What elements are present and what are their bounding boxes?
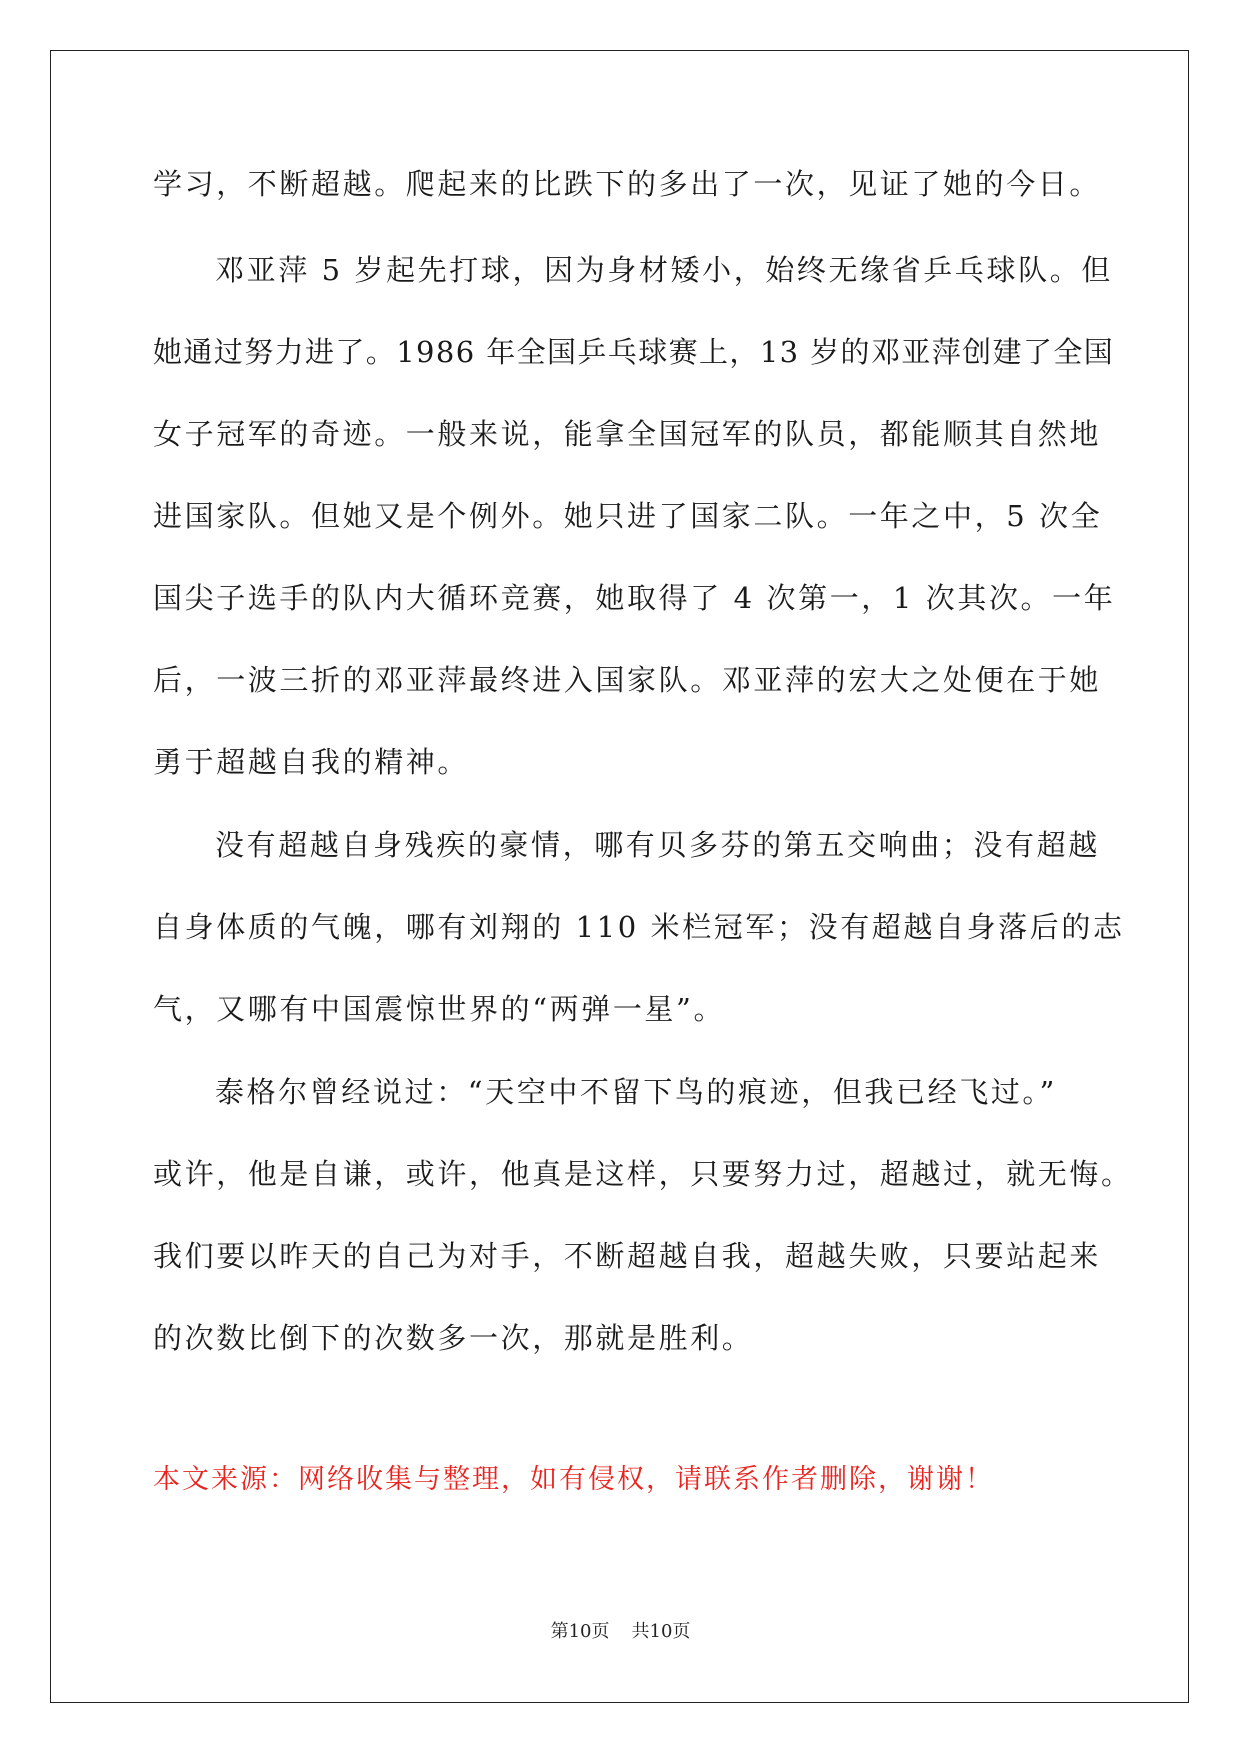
text-line: 后，一波三折的邓亚萍最终进入国家队。邓亚萍的宏大之处便在于她 bbox=[153, 663, 1102, 697]
paragraph-start-line: 泰格尔曾经说过：“天空中不留下鸟的痕迹，但我已经飞过。” bbox=[215, 1075, 1057, 1109]
text-line: 她通过努力进了。1986 年全国乒乓球赛上，13 岁的邓亚萍创建了全国 bbox=[153, 335, 1115, 369]
text-line: 的次数比倒下的次数多一次，那就是胜利。 bbox=[153, 1321, 754, 1355]
text-line: 进国家队。但她又是个例外。她只进了国家二队。一年之中，5 次全 bbox=[153, 499, 1103, 533]
text-line: 勇于超越自我的精神。 bbox=[153, 745, 470, 779]
source-disclaimer: 本文来源：网络收集与整理，如有侵权，请联系作者删除，谢谢！ bbox=[153, 1464, 994, 1495]
text-line: 自身体质的气魄，哪有刘翔的 110 米栏冠军；没有超越自身落后的志 bbox=[153, 910, 1125, 944]
text-line: 国尖子选手的队内大循环竞赛，她取得了 4 次第一，1 次其次。一年 bbox=[153, 581, 1116, 615]
current-page-number: 第10页 bbox=[550, 1621, 610, 1642]
text-line: 气，又哪有中国震惊世界的“两弹一星”。 bbox=[153, 992, 726, 1026]
text-line: 学习，不断超越。爬起来的比跌下的多出了一次，见证了她的今日。 bbox=[153, 167, 1102, 201]
page-border bbox=[50, 50, 1189, 1703]
text-line: 或许，他是自谦，或许，他真是这样，只要努力过，超越过，就无悔。 bbox=[153, 1157, 1133, 1191]
total-pages: 共10页 bbox=[631, 1621, 691, 1642]
page-footer bbox=[0, 1620, 1241, 1644]
paragraph-start-line: 邓亚萍 5 岁起先打球，因为身材矮小，始终无缘省乒乓球队。但 bbox=[215, 253, 1113, 287]
paragraph-start-line: 没有超越自身残疾的豪情，哪有贝多芬的第五交响曲；没有超越 bbox=[215, 828, 1100, 862]
text-line: 女子冠军的奇迹。一般来说，能拿全国冠军的队员，都能顺其自然地 bbox=[153, 417, 1102, 451]
text-line: 我们要以昨天的自己为对手，不断超越自我，超越失败，只要站起来 bbox=[153, 1239, 1102, 1273]
